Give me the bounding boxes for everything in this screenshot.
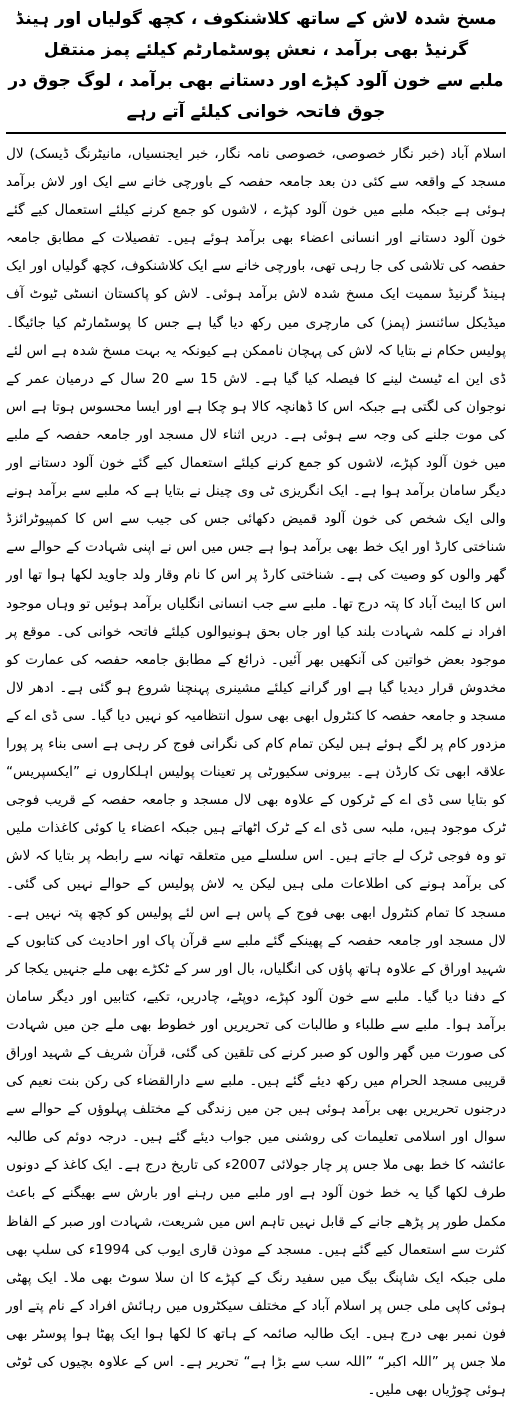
headline-line-2: ملبے سے خون آلود کپڑے اور دستانے بھی برآمد ، لوگ جوق در جوق فاتحہ خوانی کیلئے آتے رہے xyxy=(8,71,504,122)
headline-line-1: مسخ شدہ لاش کے ساتھ کلاشنکوف ، کچھ گولیاں اور ہینڈ گرنیڈ بھی برآمد ، نعش پوسٹمارٹم کیلئے پمز منتقل xyxy=(15,9,497,60)
article-body xyxy=(6,140,506,1404)
headline-divider xyxy=(6,132,506,134)
headline xyxy=(6,4,506,128)
article-paragraph: اسلام آباد (خبر نگار خصوصی، خصوصی نامہ نگار، خبر ایجنسیاں، مانیٹرنگ ڈیسک) لال مسجد کے واقعہ سے کئی دن بعد جامعہ حفصہ کے باورچی خانے سے ایک اور لاش برآمد ہوئی ہے جبکہ ملبے میں خون آلود کپڑے ، لاشوں کو جمع کرنے کیلئے استعمال کیے گئے خون آلود دستانے اور انسانی اعضاء بھی برآمد ہوئے ہیں۔ تفصیلات کے مطابق جامعہ حفصہ کی تلاشی کی جا رہی تھی، باورچی خانے سے ایک کلاشنکوف، کچھ گولیاں اور ایک ہینڈ گرنیڈ سمیت ایک مسخ شدہ لاش برآمد ہوئی۔ لاش کو پاکستان انسٹی ٹیوٹ آف میڈیکل سائنسز (پمز) کی مارچری میں رکھ دیا گیا ہے جس کا پوسٹمارٹم کیا جائیگا۔ پولیس حکام نے بتایا کہ لاش کی پہچان ناممکن ہے کیونکہ یہ بہت مسخ شدہ ہے اس لئے ڈی این اے ٹیسٹ لینے کا فیصلہ کیا گیا ہے۔ لاش 15 سے 20 سال کے درمیان عمر کے نوجوان کی لگتی ہے جبکہ اس کا ڈھانچہ کالا ہو چکا ہے اور ایسا محسوس ہوتا ہے اس کی موت جلنے کی وجہ سے ہوئی ہے۔ دریں اثناء لال مسجد اور جامعہ حفصہ کے ملبے میں خون آلود کپڑے، لاشوں کو جمع کرنے کیلئے استعمال کیے گئے خون آلود دستانے اور دیگر سامان برآمد ہوا ہے۔ ایک انگریزی ٹی وی چینل نے بتایا ہے کہ ملبے سے برآمد ہونے والی ایک شخص کی خون آلود قمیض دکھائی جس کی جیب سے اس کا کمپیوٹرائزڈ شناختی کارڈ اور ایک خط بھی برآمد ہوا ہے جس میں اس نے اپنی شہادت کے حوالے سے گھر والوں کو وصیت کی ہے۔ شناختی کارڈ پر اس کا نام وقار ولد جاوید لکھا ہوا تھا اور اس کا ایبٹ آباد کا پتہ درج تھا۔ ملبے سے جب انسانی انگلیاں برآمد ہوئیں تو وہاں موجود افراد نے کلمہ شہادت بلند کیا اور جاں بحق ہونیوالوں کیلئے فاتحہ خوانی کی۔ موقع پر موجود بعض خواتین کی آنکھیں بھر آئیں۔ ذرائع کے مطابق جامعہ حفصہ کی عمارت کو مخدوش قرار دیدیا گیا ہے اور گرانے کیلئے مشینری پہنچنا شروع ہو گئی ہے۔ ادھر لال مسجد و جامعہ حفصہ کا کنٹرول ابھی بھی سول انتظامیہ کو نہیں دیا گیا۔ سی ڈی اے کے مزدور کام پر لگے ہوئے ہیں لیکن تمام کام کی نگرانی فوج کر رہی ہے اسی بناء پر پورا علاقہ ابھی تک کارڈن ہے۔ بیرونی سکیورٹی پر تعینات پولیس اہلکاروں نے ”ایکسپریس“ کو بتایا سی ڈی اے کے ٹرکوں کے علاوہ بھی لال مسجد و جامعہ حفصہ کے قریب فوجی ٹرک موجود ہیں، ملبہ سی ڈی اے کے ٹرک اٹھاتے ہیں جبکہ اعضاء یا کوئی کاغذات ملیں تو وہ فوجی ٹرک لے جاتے ہیں۔ اس سلسلے میں متعلقہ تھانہ سے رابطہ پر بتایا کہ لاش کی برآمد ہونے کی اطلاعات ملی ہیں لیکن یہ لاش پولیس کے حوالے نہیں کی گئی۔ مسجد کا تمام کنٹرول ابھی بھی فوج کے پاس ہے اس لئے پولیس کو کچھ پتہ نہیں ہے۔ لال مسجد اور جامعہ حفصہ کے پھینکے گئے ملبے سے قرآن پاک اور احادیث کی کتابوں کے شہید اوراق کے علاوہ ہاتھ پاؤں کی انگلیاں، بال اور سر کے ٹکڑے بھی ملے جنہیں یکجا کر کے دفنا دیا گیا۔ ملبے سے خون آلود کپڑے، دوپٹے، چادریں، تکیے، کتابیں اور دیگر سامان برآمد ہوا۔ ملبے سے طلباء و طالبات کی تحریریں اور خطوط بھی ملے جن میں شہادت کی صورت میں گھر والوں کو صبر کرنے کی تلقین کی گئی، قرآن شریف کے شہید اوراق قریبی مسجد الحرام میں رکھ دیئے گئے ہیں۔ ملبے سے دارالقضاء کی رکن بنت نعیم کی درجنوں تحریریں بھی برآمد ہوئی ہیں جن میں زندگی کے مختلف پہلوؤں کے حوالے سے سوال اور اسلامی تعلیمات کی روشنی میں جواب دیئے گئے ہیں۔ درجہ دوئم کی طالبہ عائشہ کا خط بھی ملا جس پر چار جولائی 2007ء کی تاریخ درج ہے۔ ایک کاغذ کے دونوں طرف لکھا گیا یہ خط خون آلود ہے اور ملبے میں رہنے اور بارش سے بھیگنے کے باعث مکمل طور پر پڑھے جانے کے قابل نہیں تاہم اس میں شریعت، شہادت اور صبر کے الفاظ کثرت سے استعمال کیے گئے ہیں۔ مسجد کے موذن قاری ایوب کی 1994ء کی سلپ بھی ملی جبکہ ایک شاپنگ بیگ میں سفید رنگ کے کپڑے کا ان سلا سوٹ بھی ملا۔ ایک پھٹی ہوئی کاپی ملی جس پر اسلام آباد کے مختلف سیکٹروں میں رہائش افراد کے نام پتے اور فون نمبر بھی درج ہیں۔ ایک طالبہ صائمہ کے ہاتھ کا لکھا ہوا ایک پھٹا ہوا پوسٹر بھی ملا جس پر ”اللہ اکبر“ ”اللہ سب سے بڑا ہے“ تحریر ہے۔ اس کے علاوہ بچیوں کی ٹوٹی ہوئی چوڑیاں بھی ملیں۔ xyxy=(6,146,507,1399)
